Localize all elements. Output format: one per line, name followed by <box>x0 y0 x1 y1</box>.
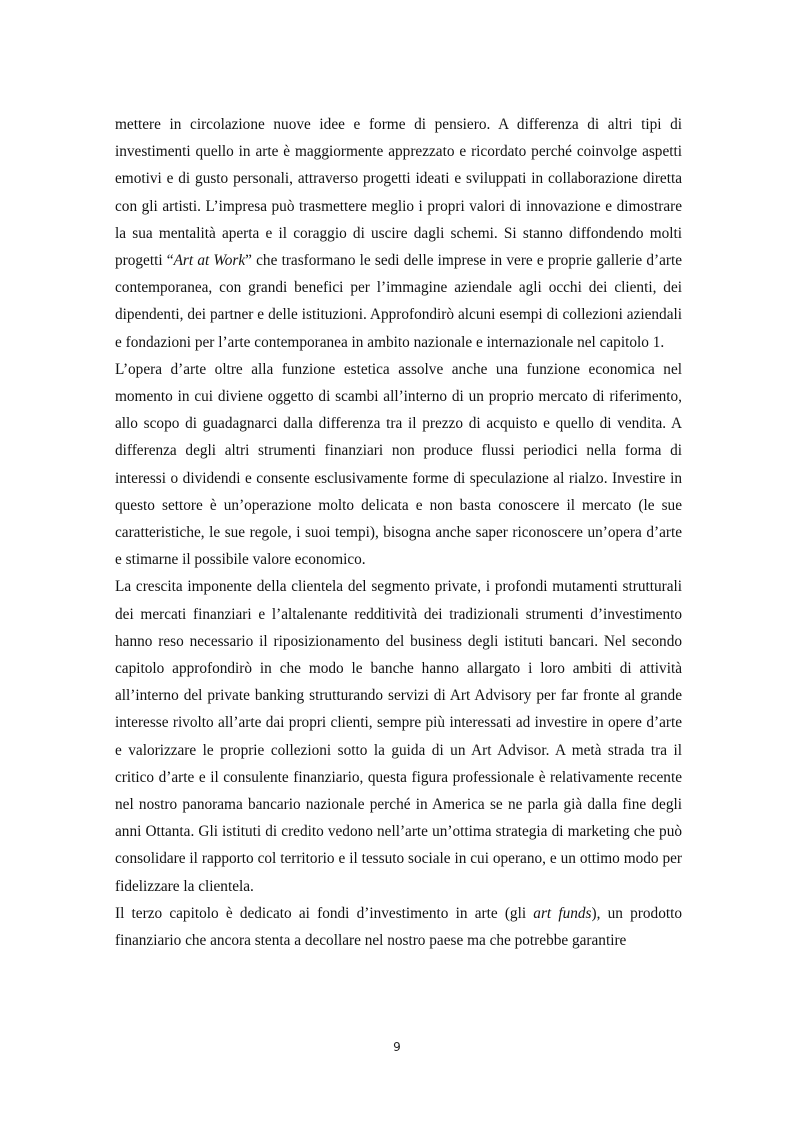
paragraph-4-italic-term: art funds <box>533 904 592 922</box>
paragraph-1 <box>115 111 682 356</box>
paragraph-3 <box>115 573 682 899</box>
paragraph-1-italic-title: Art at Work <box>173 252 246 270</box>
paragraph-4-text-2: ), un prodotto finanziario che ancora stenta a decollare nel nostro paese ma che potrebbe garantire <box>115 904 682 950</box>
page-number: 9 <box>393 1040 401 1054</box>
paragraph-3-text: La crescita imponente della clientela del segmento private, i profondi mutamenti strutturali dei mercati finanziari e l’altalenante redditività dei tradizionali strumenti d’investimento hanno reso necessario il riposizionamento del business degli istituti bancari. Nel secondo capitolo approfondirò in che modo le banche hanno allargato i loro ambiti di attività all’interno del private banking strutturando servizi di Art Advisory per far fronte al grande interesse rivolto all’arte dai propri clienti, sempre più interessati ad investire in opere d’arte e valorizzare le proprie collezioni sotto la guida di un Art Advisor. A metà strada tra il critico d’arte e il consulente finanziario, questa figura professionale è relativamente recente nel nostro panorama bancario nazionale perché in America se ne parla già dalla fine degli anni Ottanta. Gli istituti di credito vedono nell’arte un’ottima strategia di marketing che può consolidare il rapporto col territorio e il tessuto sociale in cui operano, e un ottimo modo per fidelizzare la clientela. <box>115 578 682 895</box>
paragraph-1-text-2: ” che trasformano le sedi delle imprese in vere e proprie gallerie d’arte contemporanea, con grandi benefici per l’immagine aziendale agli occhi dei clienti, dei dipendenti, dei partner e delle istituzioni. Approfondirò alcuni esempi di collezioni aziendali e fondazioni per l’arte contemporanea in ambito nazionale e internazionale nel capitolo 1. <box>115 252 682 351</box>
paragraph-4-text-1: Il terzo capitolo è dedicato ai fondi d’investimento in arte (gli <box>115 904 534 922</box>
paragraph-2-text: L’opera d’arte oltre alla funzione estetica assolve anche una funzione economica nel momento in cui diviene oggetto di scambi all’interno di un proprio mercato di riferimento, allo scopo di guadagnarci dalla differenza tra il prezzo di acquisto e quello di vendita. A differenza degli altri strumenti finanziari non produce flussi periodici nella forma di interessi o dividendi e consente esclusivamente forme di speculazione al rialzo. Investire in questo settore è un’operazione molto delicata e non basta conoscere il mercato (le sue caratteristiche, le sue regole, i suoi tempi), bisogna anche saper riconoscere un’opera d’arte e stimarne il possibile valore economico. <box>115 360 682 569</box>
paragraph-2 <box>115 356 682 574</box>
paragraph-1-text-1: mettere in circolazione nuove idee e forme di pensiero. A differenza di altri tipi di investimenti quello in arte è maggiormente apprezzato e ricordato perché coinvolge aspetti emotivi e di gusto personali, attraverso progetti ideati e sviluppati in collaborazione diretta con gli artisti. L’impresa può trasmettere meglio i propri valori di innovazione e dimostrare la sua mentalità aperta e il coraggio di uscire dagli schemi. Si stanno diffondendo molti progetti “ <box>115 116 682 270</box>
body-text <box>115 111 682 954</box>
paragraph-4 <box>115 900 682 954</box>
